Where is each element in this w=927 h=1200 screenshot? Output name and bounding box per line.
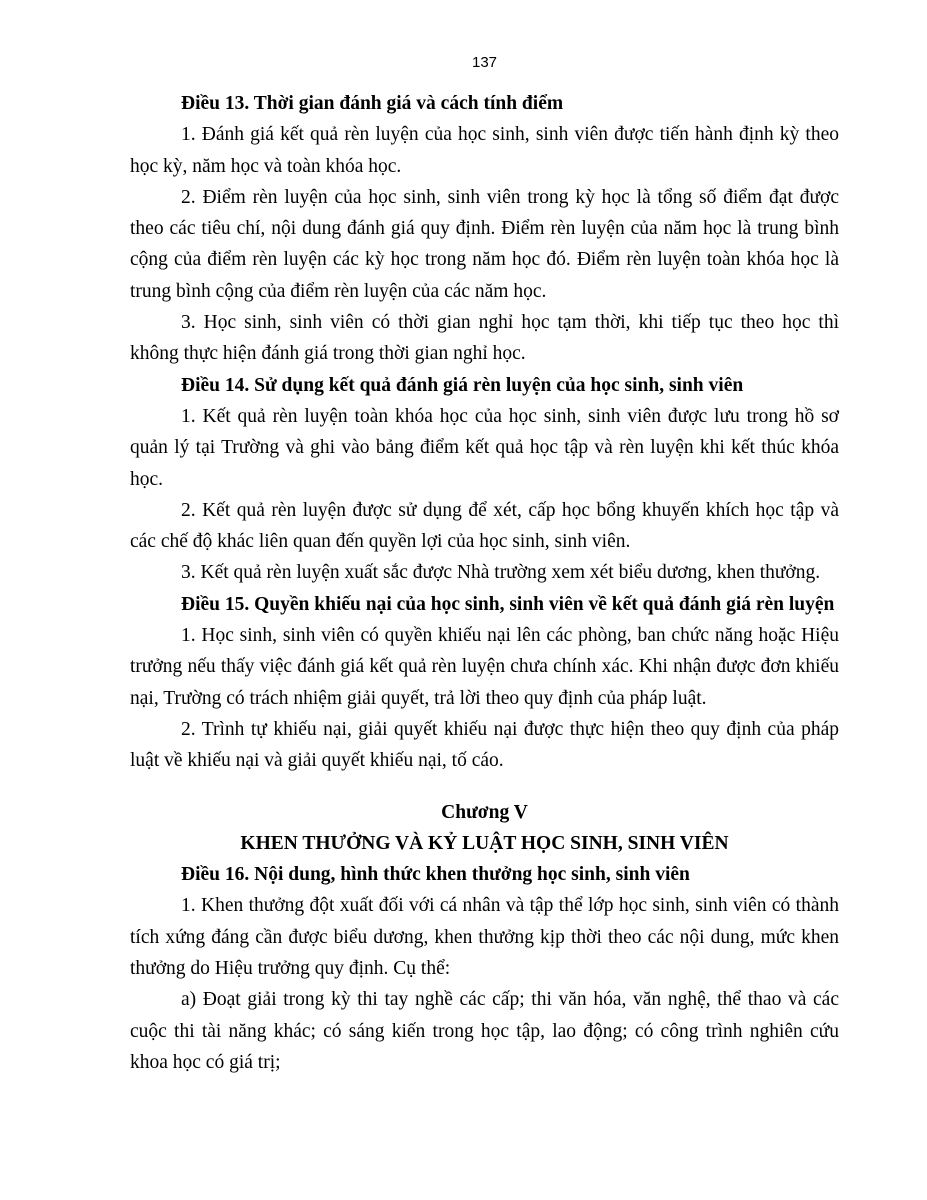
article-16 <box>130 859 839 1078</box>
article-heading: Điều 15. Quyền khiếu nại của học sinh, sinh viên về kết quả đánh giá rèn luyện <box>181 593 835 615</box>
chapter-header <box>130 797 839 860</box>
paragraph: 1. Học sinh, sinh viên có quyền khiếu nại lên các phòng, ban chức năng hoặc Hiệu trưởng nếu thấy việc đánh giá kết quả rèn luyện chưa chính xác. Khi nhận được đơn khiếu nại, Trường có trách nhiệm giải quyết, trả lời theo quy định của pháp luật. <box>130 625 839 709</box>
article-heading: Điều 16. Nội dung, hình thức khen thưởng học sinh, sinh viên <box>181 864 690 886</box>
chapter-title: KHEN THƯỞNG VÀ KỶ LUẬT HỌC SINH, SINH VIÊN <box>240 832 729 854</box>
article-heading: Điều 14. Sử dụng kết quả đánh giá rèn luyện của học sinh, sinh viên <box>181 374 744 396</box>
document-body <box>130 88 839 1078</box>
paragraph: 1. Đánh giá kết quả rèn luyện của học sinh, sinh viên được tiến hành định kỳ theo học kỳ, năm học và toàn khóa học. <box>130 124 839 177</box>
paragraph: 1. Khen thưởng đột xuất đối với cá nhân và tập thể lớp học sinh, sinh viên có thành tích xứng đáng cần được biểu dương, khen thưởng kịp thời theo các nội dung, mức khen thưởng do Hiệu trưởng quy định. Cụ thể: <box>130 895 839 980</box>
article-15 <box>130 589 839 777</box>
article-heading: Điều 13. Thời gian đánh giá và cách tính điểm <box>181 93 564 114</box>
article-13 <box>130 88 839 370</box>
paragraph: 2. Kết quả rèn luyện được sử dụng để xét, cấp học bổng khuyến khích học tập và các chế độ khác liên quan đến quyền lợi của học sinh, sinh viên. <box>130 499 839 553</box>
page-number: 137 <box>471 54 498 71</box>
chapter-number: Chương V <box>441 801 528 823</box>
article-14 <box>130 370 839 589</box>
paragraph: 2. Điểm rèn luyện của học sinh, sinh viên trong kỳ học là tổng số điểm đạt được theo các tiêu chí, nội dung đánh giá quy định. Điểm rèn luyện của năm học là trung bình cộng của điểm rèn luyện các kỳ học trong năm học đó. Điểm rèn luyện toàn khóa học là trung bình cộng của điểm rèn luyện của các năm học. <box>130 186 839 302</box>
paragraph: a) Đoạt giải trong kỳ thi tay nghề các cấp; thi văn hóa, văn nghệ, thể thao và các cuộc thi tài năng khác; có sáng kiến trong học tập, lao động; có công trình nghiên cứu khoa học có giá trị; <box>130 989 839 1073</box>
paragraph: 2. Trình tự khiếu nại, giải quyết khiếu nại được thực hiện theo quy định của pháp luật về khiếu nại và giải quyết khiếu nại, tố cáo. <box>130 718 839 772</box>
paragraph: 3. Học sinh, sinh viên có thời gian nghỉ học tạm thời, khi tiếp tục theo học thì không thực hiện đánh giá trong thời gian nghỉ học. <box>130 312 839 365</box>
paragraph: 3. Kết quả rèn luyện xuất sắc được Nhà trường xem xét biểu dương, khen thưởng. <box>181 562 821 584</box>
spacer <box>130 777 839 797</box>
paragraph: 1. Kết quả rèn luyện toàn khóa học của học sinh, sinh viên được lưu trong hồ sơ quản lý tại Trường và ghi vào bảng điểm kết quả học tập và rèn luyện khi kết thúc khóa học. <box>130 405 839 490</box>
